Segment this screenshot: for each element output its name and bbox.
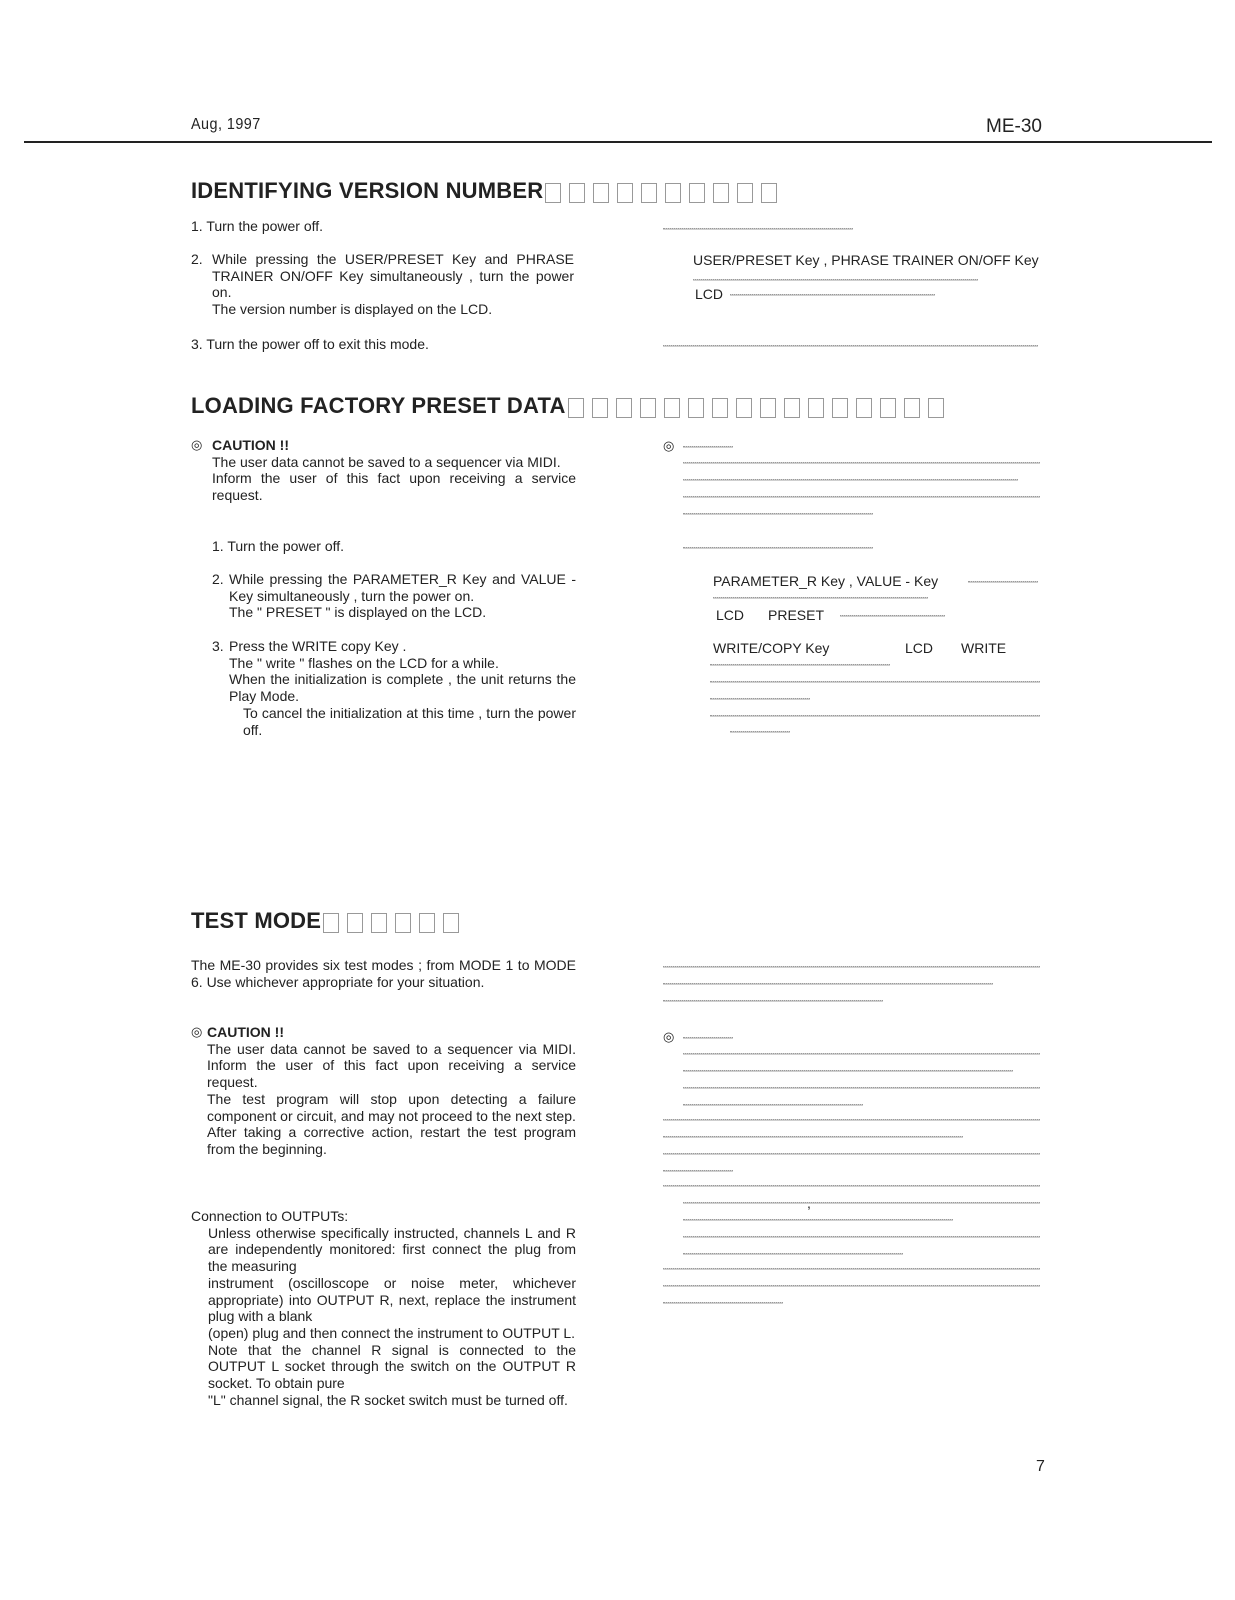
s2-right-lcd: LCD xyxy=(716,607,745,623)
caution-text: The test program will stop upon detecting a failure component or circuit, and may not proceed to the next step. xyxy=(207,1090,576,1124)
step-text: Turn the power off. xyxy=(227,538,345,554)
page-number: 7 xyxy=(1036,1458,1045,1475)
bullseye-icon: ◎ xyxy=(663,438,675,453)
s2-right-writecopy: WRITE/COPY Key xyxy=(713,640,830,656)
s2-right-write: WRITE xyxy=(961,640,1007,656)
step-text: The " PRESET " is displayed on the LCD. xyxy=(229,604,487,621)
step-number: 3. xyxy=(191,336,203,352)
jp-text-lines xyxy=(683,446,733,463)
s1-right-keys: USER/PRESET Key , PHRASE TRAINER ON/OFF Key xyxy=(693,252,1039,268)
connection-text: Unless otherwise specifically instructed, channels L and R are independently monitored: first connect the plug from the measuring xyxy=(208,1224,576,1275)
header-model: ME-30 xyxy=(986,116,1042,137)
connection-text: instrument (oscilloscope or noise meter, whichever appropriate) into OUTPUT R, next, replace the instrument plug with a blank xyxy=(208,1274,576,1325)
caution-label: CAUTION !! xyxy=(212,437,289,453)
step-text: While pressing the PARAMETER_R Key and VALUE - Key simultaneously , turn the power on. xyxy=(229,571,576,604)
jp-text-lines xyxy=(663,966,1040,1017)
step-number: 1. xyxy=(191,218,203,234)
jp-text-lines xyxy=(663,1268,1040,1319)
jp-title-glyphs xyxy=(568,394,952,420)
section-title-test-mode xyxy=(191,908,467,935)
jp-text-lines xyxy=(663,1185,1040,1202)
jp-text-lines xyxy=(683,462,1040,530)
connection-text: (open) plug and then connect the instrument to OUTPUT L. xyxy=(208,1324,576,1341)
s3-intro: The ME-30 provides six test modes ; from MODE 1 to MODE 6. Use whichever appropriate for your situation. xyxy=(191,957,576,990)
step-text: The " write " flashes on the LCD for a while. xyxy=(229,654,499,671)
s2-caution xyxy=(191,437,576,504)
step-text: When the initialization is complete , the unit returns the Play Mode. xyxy=(229,671,576,705)
step-text: Press the WRITE copy Key . xyxy=(229,638,407,654)
jp-text-lines xyxy=(683,1053,1040,1121)
s2-step-2 xyxy=(212,571,576,621)
s1-right-lcd: LCD xyxy=(695,286,724,302)
section-title-factory-preset xyxy=(191,393,952,420)
s1-step-1 xyxy=(191,218,571,235)
note-marker-icon xyxy=(229,705,243,738)
step-number: 2. xyxy=(191,251,203,267)
step-text: The version number is displayed on the LCD. xyxy=(212,301,493,318)
section-title-text: LOADING FACTORY PRESET DATA xyxy=(191,393,566,418)
s3-caution xyxy=(191,1024,576,1158)
s2-right-lcd-2: LCD xyxy=(905,640,934,656)
jp-text-lines xyxy=(683,1037,733,1054)
step-number: 1. xyxy=(212,538,224,554)
jp-text-lines xyxy=(730,731,790,748)
step-number: 3. xyxy=(212,638,224,654)
step-number: 2. xyxy=(212,571,224,587)
jp-text-lines xyxy=(663,228,853,245)
section-title-version xyxy=(191,178,785,205)
jp-title-glyphs xyxy=(323,909,467,935)
s2-step-3 xyxy=(212,638,576,738)
step-note: To cancel the initialization at this time , turn the power off. xyxy=(243,704,576,738)
section-title-text: TEST MODE xyxy=(191,908,322,933)
jp-text-lines xyxy=(840,615,945,632)
s2-step-1 xyxy=(212,538,592,555)
section-title-text: IDENTIFYING VERSION NUMBER xyxy=(191,178,544,203)
jp-text-lines xyxy=(730,294,935,311)
jp-text-lines xyxy=(968,581,1038,598)
bullseye-icon: ◎ xyxy=(663,1029,675,1044)
caution-text: The user data cannot be saved to a sequencer via MIDI. xyxy=(212,453,561,470)
jp-text-lines xyxy=(683,547,873,564)
connection-label: Connection to OUTPUTs: xyxy=(191,1208,349,1224)
bullseye-icon: ◎ xyxy=(191,1024,203,1039)
jp-text-lines xyxy=(663,345,1038,362)
caution-label: CAUTION !! xyxy=(207,1024,284,1040)
header-date: Aug, 1997 xyxy=(191,116,261,133)
jp-text-lines xyxy=(683,1202,1040,1270)
s2-right-keys: PARAMETER_R Key , VALUE - Key xyxy=(713,573,939,589)
jp-text-lines xyxy=(710,664,1040,732)
step-text: Turn the power off to exit this mode. xyxy=(206,336,429,352)
s2-right-preset: PRESET xyxy=(768,607,825,623)
step-text: While pressing the USER/PRESET Key and PHRASE TRAINER ON/OFF Key simultaneously , turn the power on. xyxy=(212,251,574,301)
connection-text: Note that the channel R signal is connected to the OUTPUT L socket through the switch on the OUTPUT R socket. To obtain pure xyxy=(208,1341,576,1392)
caution-text: After taking a corrective action, restart the test program from the beginning. xyxy=(207,1124,576,1157)
caution-text: The user data cannot be saved to a sequencer via MIDI. Inform the user of this fact upon receiving a service request. xyxy=(207,1040,576,1091)
caution-text: Inform the user of this fact upon receiving a service request. xyxy=(212,470,576,504)
header-rule xyxy=(24,141,1212,143)
step-text: Turn the power off. xyxy=(206,218,324,234)
connection-text: "L" channel signal, the R socket switch must be turned off. xyxy=(208,1391,568,1408)
bullseye-icon: ◎ xyxy=(191,437,203,452)
jp-title-glyphs xyxy=(545,179,785,205)
jp-text-lines xyxy=(663,1119,1040,1187)
s1-step-2 xyxy=(191,251,574,318)
s3-connection xyxy=(191,1208,576,1408)
s1-step-3 xyxy=(191,336,571,353)
